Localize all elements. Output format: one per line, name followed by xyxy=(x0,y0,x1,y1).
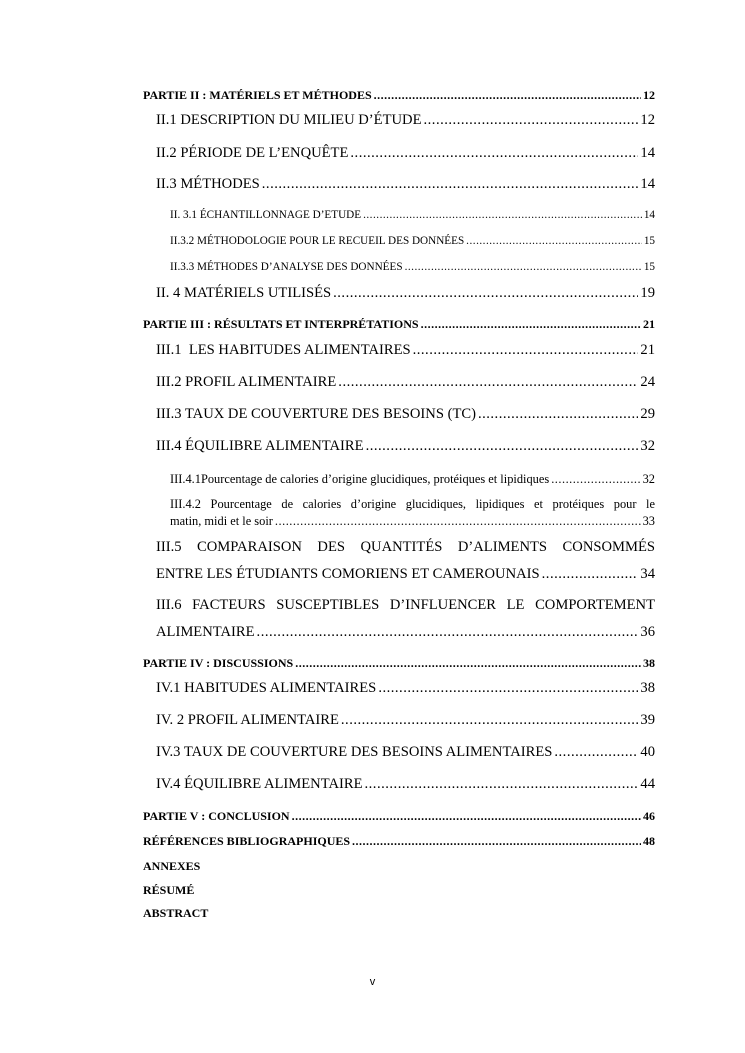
toc-entry-page: 44 xyxy=(640,776,655,792)
toc-entry-label: PARTIE V : CONCLUSION xyxy=(143,809,290,823)
toc-entry-page: 15 xyxy=(643,235,655,247)
toc-entry-page: 21 xyxy=(643,317,655,331)
toc-entry-partie-5[interactable] xyxy=(143,809,655,824)
toc-entry-3-4[interactable] xyxy=(156,438,655,455)
dot-leader xyxy=(405,261,642,273)
toc-entry-page: 48 xyxy=(643,834,655,848)
dot-leader xyxy=(374,88,641,103)
toc-entry-page: 15 xyxy=(643,261,655,273)
dot-leader xyxy=(352,834,641,849)
dot-leader xyxy=(424,112,639,129)
toc-entry-page: 36 xyxy=(640,624,655,640)
toc-entry-label: II.1 DESCRIPTION DU MILIEU D’ÉTUDE xyxy=(156,112,422,128)
toc-entry-label: II. 3.1 ÉCHANTILLONNAGE D’ETUDE xyxy=(170,209,362,221)
dot-leader xyxy=(554,744,638,761)
toc-entry-references[interactable] xyxy=(143,834,655,849)
toc-entry-annexes[interactable]: ANNEXES xyxy=(143,859,201,873)
toc-entry-label: II.3.3 MÉTHODES D’ANALYSE DES DONNÉES xyxy=(170,261,403,273)
dot-leader xyxy=(275,514,641,529)
toc-entry-label: II. 4 MATÉRIELS UTILISÉS xyxy=(156,285,332,301)
toc-entry-label: IV.3 TAUX DE COUVERTURE DES BESOINS ALIMENTAIRES xyxy=(156,744,553,760)
toc-entry-label: IV.1 HABITUDES ALIMENTAIRES xyxy=(156,680,377,696)
toc-entry-page: 14 xyxy=(643,209,655,221)
toc-entry-label: matin, midi et le soir xyxy=(170,514,273,528)
toc-entry-label: II.3.2 MÉTHODOLOGIE POUR LE RECUEIL DES DONNÉES xyxy=(170,235,465,247)
toc-entry-page: 34 xyxy=(640,566,655,582)
toc-entry-page: 12 xyxy=(640,112,655,128)
toc-entry-4-1[interactable] xyxy=(156,680,655,697)
toc-entry-4-4[interactable] xyxy=(156,776,655,793)
toc-entry-label: III.4 ÉQUILIBRE ALIMENTAIRE xyxy=(156,438,364,454)
dot-leader xyxy=(478,406,638,423)
toc-entry-label: RÉFÉRENCES BIBLIOGRAPHIQUES xyxy=(143,834,351,848)
toc-entry-page: 39 xyxy=(640,712,655,728)
dot-leader xyxy=(421,317,641,332)
toc-entry-abstract[interactable]: ABSTRACT xyxy=(143,906,209,920)
toc-entry-3-1[interactable] xyxy=(156,342,655,359)
dot-leader xyxy=(350,145,638,162)
toc-entry-4-2[interactable] xyxy=(156,712,655,729)
toc-entry-label: II.2 PÉRIODE DE L’ENQUÊTE xyxy=(156,145,349,161)
toc-entry-partie-3[interactable] xyxy=(143,317,655,332)
toc-entry-3-5-line1[interactable]: III.5 COMPARAISON DES QUANTITÉS D’ALIMENTS CONSOMMÉS xyxy=(156,539,655,555)
toc-entry-page: 33 xyxy=(642,514,655,528)
dot-leader xyxy=(262,176,639,193)
dot-leader xyxy=(341,712,639,729)
toc-entry-2-3[interactable] xyxy=(156,176,655,193)
toc-entry-3-6[interactable] xyxy=(156,624,655,641)
toc-entry-2-3-3[interactable] xyxy=(170,261,655,273)
toc-entry-3-4-2[interactable] xyxy=(170,514,655,529)
toc-entry-label: ALIMENTAIRE xyxy=(156,624,255,640)
toc-entry-resume[interactable]: RÉSUMÉ xyxy=(143,883,195,897)
dot-leader xyxy=(292,809,641,824)
dot-leader xyxy=(466,235,642,247)
toc-entry-page: 46 xyxy=(643,809,655,823)
dot-leader xyxy=(413,342,639,359)
dot-leader xyxy=(295,656,641,671)
dot-leader xyxy=(333,285,638,302)
toc-entry-2-1[interactable] xyxy=(156,112,655,129)
toc-entry-label: III.1 LES HABITUDES ALIMENTAIRES xyxy=(156,342,411,358)
toc-entry-label: III.3 TAUX DE COUVERTURE DES BESOINS (TC) xyxy=(156,406,476,422)
toc-entry-page: 32 xyxy=(640,438,655,454)
toc-entry-page: 32 xyxy=(642,472,655,486)
toc-entry-page: 14 xyxy=(640,145,655,161)
toc-entry-label: PARTIE II : MATÉRIELS ET MÉTHODES xyxy=(143,88,372,102)
toc-entry-label: PARTIE IV : DISCUSSIONS xyxy=(143,656,294,670)
toc-entry-label: IV.4 ÉQUILIBRE ALIMENTAIRE xyxy=(156,776,363,792)
dot-leader xyxy=(257,624,639,641)
toc-entry-3-4-2-line1[interactable]: III.4.2 Pourcentage de calories d’origine glucidiques, lipidiques et protéiques pour le xyxy=(170,497,655,511)
toc-entry-2-4[interactable] xyxy=(156,285,655,302)
toc-entry-partie-4[interactable] xyxy=(143,656,655,671)
dot-leader xyxy=(551,472,640,487)
toc-entry-2-3-2[interactable] xyxy=(170,235,655,247)
page-number: v xyxy=(369,976,376,988)
toc-entry-label: IV. 2 PROFIL ALIMENTAIRE xyxy=(156,712,339,728)
dot-leader xyxy=(365,776,639,793)
toc-entry-label: II.3 MÉTHODES xyxy=(156,176,260,192)
toc-entry-page: 24 xyxy=(640,374,655,390)
toc-entry-label: III.4.1Pourcentage de calories d’origine glucidiques, protéiques et lipidiques xyxy=(170,472,550,486)
toc-entry-3-4-1[interactable] xyxy=(170,472,655,487)
toc-entry-page: 38 xyxy=(643,656,655,670)
toc-entry-page: 29 xyxy=(640,406,655,422)
dot-leader xyxy=(542,566,639,583)
toc-entry-3-6-line1[interactable]: III.6 FACTEURS SUSCEPTIBLES D’INFLUENCER LE COMPORTEMENT xyxy=(156,597,655,613)
toc-entry-4-3[interactable] xyxy=(156,744,655,761)
toc-entry-label: ENTRE LES ÉTUDIANTS COMORIENS ET CAMEROUNAIS xyxy=(156,566,540,582)
dot-leader xyxy=(363,209,642,221)
toc-entry-3-2[interactable] xyxy=(156,374,655,391)
toc-entry-page: 12 xyxy=(643,88,655,102)
toc-entry-label: PARTIE III : RÉSULTATS ET INTERPRÉTATIONS xyxy=(143,317,419,331)
toc-entry-2-2[interactable] xyxy=(156,145,655,162)
toc-entry-3-5[interactable] xyxy=(156,566,655,583)
toc-entry-3-3[interactable] xyxy=(156,406,655,423)
dot-leader xyxy=(338,374,638,391)
toc-entry-page: 19 xyxy=(640,285,655,301)
toc-entry-label: III.2 PROFIL ALIMENTAIRE xyxy=(156,374,337,390)
toc-entry-page: 14 xyxy=(640,176,655,192)
dot-leader xyxy=(366,438,639,455)
toc-entry-page: 38 xyxy=(640,680,655,696)
dot-leader xyxy=(378,680,638,697)
toc-entry-2-3-1[interactable] xyxy=(170,209,655,221)
toc-entry-page: 21 xyxy=(640,342,655,358)
toc-entry-partie-2[interactable] xyxy=(143,88,655,103)
toc-entry-page: 40 xyxy=(640,744,655,760)
